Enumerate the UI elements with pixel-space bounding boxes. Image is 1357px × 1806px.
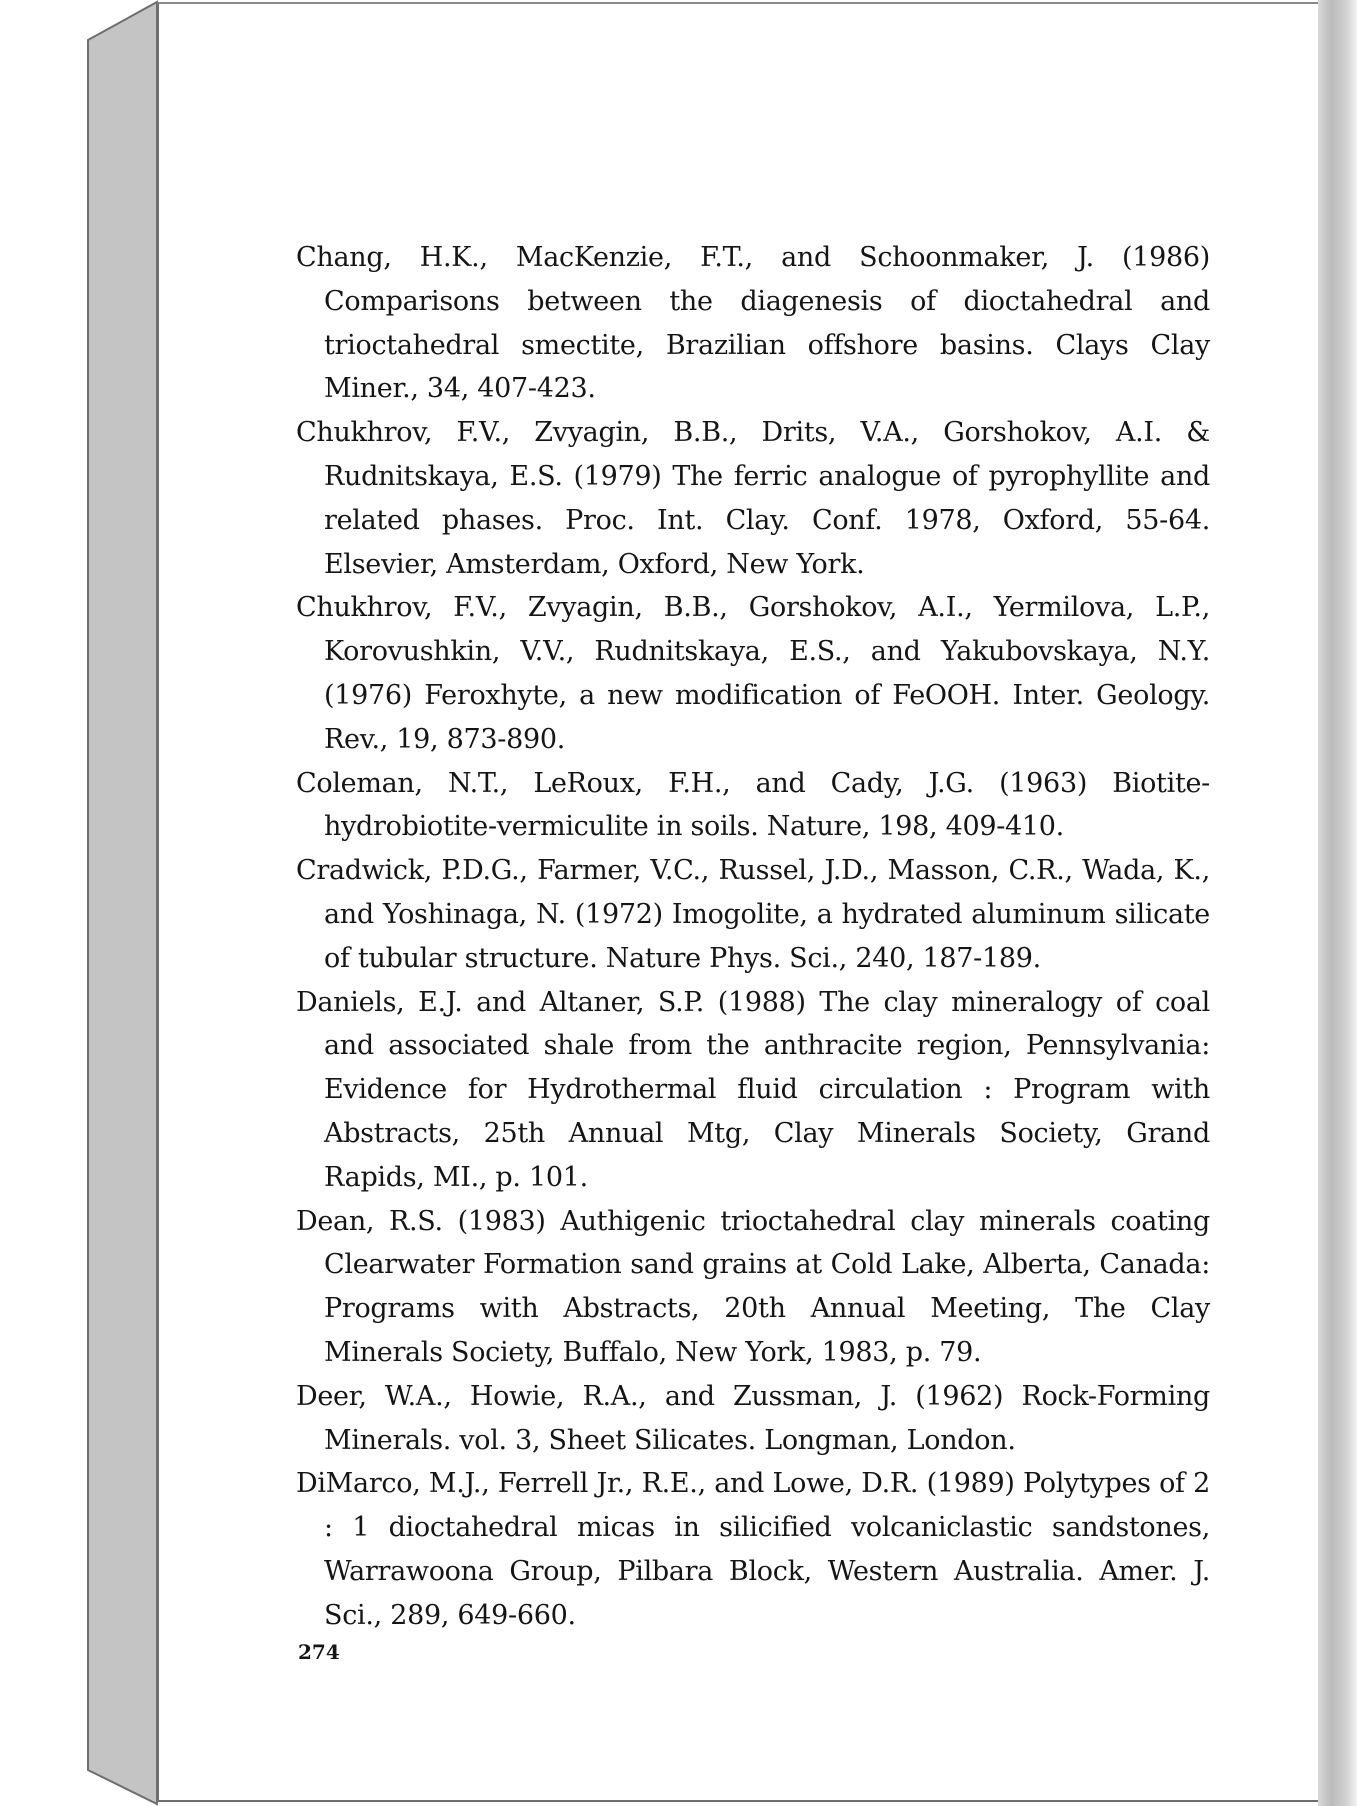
page-number: 274: [298, 1640, 340, 1664]
reference-entry: Cradwick, P.D.G., Farmer, V.C., Russel, J.D., Masson, C.R., Wada, K., and Yoshinaga, N. (1972) Imogolite, a hydrated aluminum silicate of tubular structure. Nature Phys. Sci., 240, 187-189.: [296, 855, 1210, 974]
reference-entry: Coleman, N.T., LeRoux, F.H., and Cady, J.G. (1963) Biotite-hydrobiotite-vermiculite in soils. Nature, 198, 409-410.: [296, 767, 1210, 843]
reference-entry: Chang, H.K., MacKenzie, F.T., and Schoonmaker, J. (1986) Comparisons between the diagenesis of dioctahedral and trioctahedral smectite, Brazilian offshore basins. Clays Clay Miner., 34, 407-423.: [296, 242, 1210, 405]
reference-entry: DiMarco, M.J., Ferrell Jr., R.E., and Lowe, D.R. (1989) Polytypes of 2 : 1 dioctahedral micas in silicified volcaniclastic sandstones, Warrawoona Group, Pilbara Block, Western Australia. Amer. J. Sci., 289, 649-660.: [296, 1468, 1210, 1631]
reference-entry: Chukhrov, F.V., Zvyagin, B.B., Drits, V.A., Gorshokov, A.I. & Rudnitskaya, E.S. (1979) The ferric analogue of pyrophyllite and related phases. Proc. Int. Clay. Conf. 1978, Oxford, 55-64. Elsevier, Amsterdam, Oxford, New York.: [296, 417, 1210, 580]
reference-list: [296, 236, 1210, 1638]
reference-entry: Dean, R.S. (1983) Authigenic trioctahedral clay minerals coating Clearwater Formation sand grains at Cold Lake, Alberta, Canada: Programs with Abstracts, 20th Annual Meeting, The Clay Minerals Society, Buffalo, New York, 1983, p. 79.: [296, 1205, 1210, 1368]
reference-entry: Deer, W.A., Howie, R.A., and Zussman, J. (1962) Rock-Forming Minerals. vol. 3, Sheet Silicates. Longman, London.: [296, 1380, 1210, 1456]
page-edge-shadow: [1318, 0, 1357, 1806]
reference-entry: Daniels, E.J. and Altaner, S.P. (1988) The clay mineralogy of coal and associated shale from the anthracite region, Pennsylvania: Evidence for Hydrothermal fluid circulation : Program with Abstracts, 25th Annual Mtg, Clay Minerals Society, Grand Rapids, MI., p. 101.: [296, 986, 1210, 1193]
book-spine: [0, 0, 170, 1806]
reference-entry: Chukhrov, F.V., Zvyagin, B.B., Gorshokov, A.I., Yermilova, L.P., Korovushkin, V.V., Rudnitskaya, E.S., and Yakubovskaya, N.Y. (1976) Feroxhyte, a new modification of FeOOH. Inter. Geology. Rev., 19, 873-890.: [296, 592, 1210, 755]
